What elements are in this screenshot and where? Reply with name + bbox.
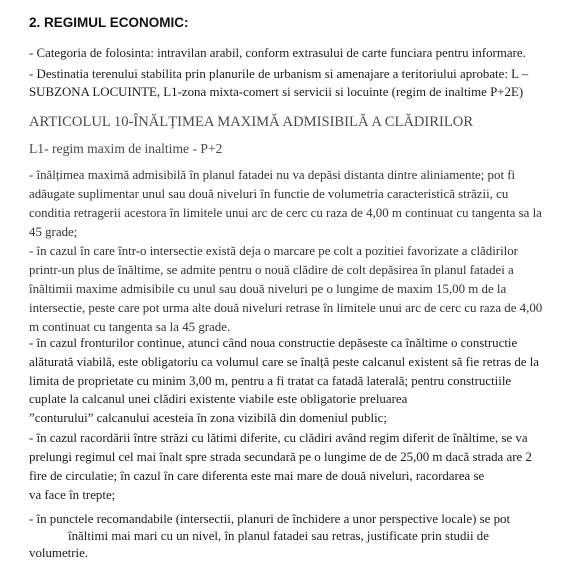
- paragraph-6: va face în trepte;: [29, 488, 116, 502]
- paragraph-7-line-1: - în punctele recomandabile (intersectii, planuri de închidere a unor perspective locale) se pot: [29, 512, 511, 526]
- paragraph-3-line-2: alăturată viabilă, este obligatoriu ca volumul care se înalță peste calcanul existent să fie retras de la: [29, 355, 540, 369]
- paragraph-2-line-3: înăltimii maxime admisibile cu unul sau două niveluri pe o lungime de maxim 15,00 m de la: [29, 282, 507, 296]
- paragraph-4: ”conturului” calcanului acesteia în zona vizibilă din domeniul public;: [29, 411, 387, 425]
- intro-line-3: SUBZONA LOCUINTE, L1-zona mixta-comert si servicii si locuinte (regim de inaltime P+2E): [29, 85, 524, 99]
- intro-line-1: - Categoria de folosinta: intravilan arabil, conform extrasului de carte funciara pentru informare.: [29, 46, 526, 60]
- paragraph-3-line-4: cuplate la calcanul unei clădiri existente viabile este obligatorie preluarea: [29, 392, 408, 406]
- paragraph-5-line-1: - în cazul racordării între străzi cu lătimi diferite, cu clădiri având regim diferit de înăltime, se va: [29, 431, 528, 445]
- paragraph-1-line-1: - înălțimea maximă admisibilă în planul fatadei nu va depăsi distanta dintre aliniamente; pot fi: [29, 168, 516, 182]
- paragraph-3-line-3: limita de proprietate cu minim 3,00 m, pentru a fi tratat ca fatadă laterală; pentru constructiile: [29, 374, 512, 388]
- paragraph-2-line-5: m continuat cu tangenta sa la 45 grade.: [29, 320, 231, 334]
- paragraph-1-line-3: conditia retragerii acestora în limitele unui arc de cerc cu raza de 4,00 m continuat cu tangenta sa la: [29, 206, 542, 220]
- article-title: ARTICOLUL 10-ÎNĂLȚIMEA MAXIMĂ ADMISIBILĂ A CLĂDIRILOR: [29, 114, 474, 130]
- paragraph-5-line-3: fire de circulatie; în cazul în care diferenta este mai mare de două niveluri, racordarea se: [29, 469, 485, 483]
- paragraph-2-line-1: - în cazul în care într-o intersectie există deja o marcare pe colt a pozitiei favorizate a clădirilor: [29, 244, 518, 258]
- intro-line-2: - Destinatia terenului stabilita prin planurile de urbanism si amenajare a teritoriului aprobate: L –: [29, 67, 529, 81]
- paragraph-3-line-1: - în cazul fronturilor continue, atunci când noua constructie depăseste ca înăltime o constructie: [29, 336, 518, 350]
- paragraph-7-line-3: volumetrie.: [29, 546, 89, 560]
- paragraph-1-line-2: adăugate suplimentar unul sau două niveluri în functie de volumetria caracteristică străzii, cu: [29, 187, 509, 201]
- paragraph-2-line-2: printr-un plus de înăltime, se admite pentru o nouă clădire de colt depăsirea în planul fatadei a: [29, 263, 514, 277]
- section-heading: 2. REGIMUL ECONOMIC:: [29, 15, 189, 30]
- height-regime-subtitle: L1- regim maxim de inaltime - P+2: [29, 141, 223, 156]
- paragraph-7-line-2: înăltimi mai mari cu un nivel, în planul fatadei sau retras, justificate prin studii de: [68, 529, 489, 543]
- paragraph-1-line-4: 45 grade;: [29, 225, 78, 239]
- paragraph-5-line-2: prelungi regimul cel mai înalt spre strada secundară pe o lungime de de 25,00 m dacă strada are 2: [29, 450, 532, 464]
- paragraph-2-line-4: intersectie, peste care pot urma alte două niveluri retrase în limitele unui arc de cerc cu raza de 4,00: [29, 301, 543, 315]
